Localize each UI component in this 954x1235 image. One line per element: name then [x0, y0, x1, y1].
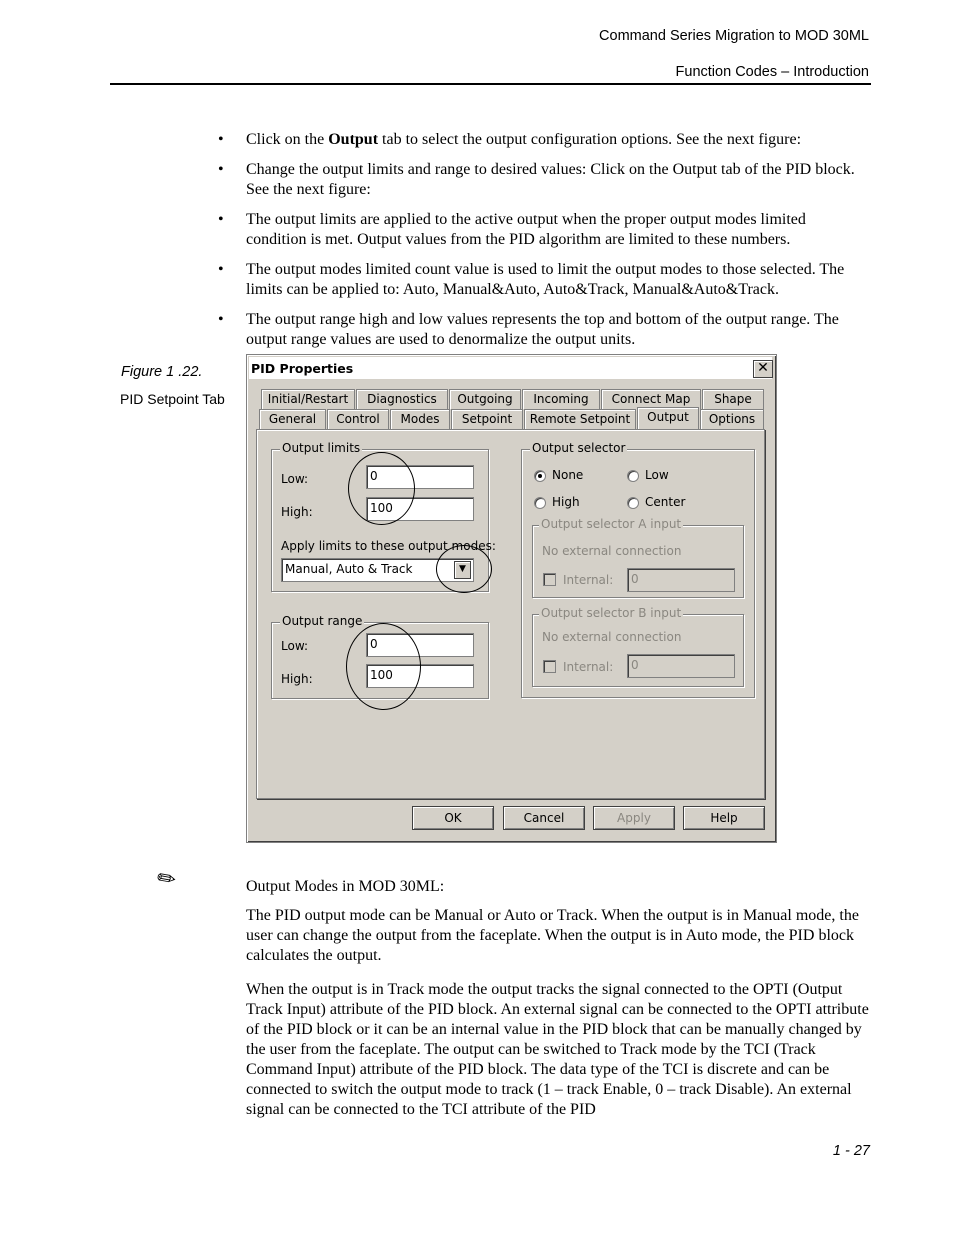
figure-caption: PID Setpoint Tab — [120, 391, 225, 407]
close-icon: ✕ — [757, 360, 769, 376]
tab-initial-restart[interactable]: Initial/Restart — [261, 389, 355, 409]
tab-incoming[interactable]: Incoming — [522, 389, 600, 409]
header-section: Function Codes – Introduction — [675, 64, 869, 80]
apply-limits-label: Apply limits to these output modes: — [281, 539, 496, 553]
note-paragraph: When the output is in Track mode the output tracks the signal connected to the OPTI (Output Track Input) attribute of the PID block. An external signal can be connected to the OPTI attribute of the PID block or it can be an internal value in the PID block that can be manually changed by the user from the faceplate. The output can be switched to Track mode by the TCI (Track Command Input) attribute of the PID block. The data type of the TCI is discrete and can be connected to switch the output mode to track (1 – track Enable, 0 – track Disable). An external signal can be connected to the TCI attribute of the PID — [246, 981, 869, 1118]
header-title: Command Series Migration to MOD 30ML — [599, 28, 869, 44]
radio-low-label: Low — [645, 468, 669, 482]
tab-modes[interactable]: Modes — [390, 409, 450, 429]
tab-connect-map[interactable]: Connect Map — [601, 389, 701, 409]
range-high-input[interactable]: 100 — [366, 664, 474, 688]
radio-center[interactable] — [627, 497, 639, 509]
dialog-titlebar — [249, 357, 772, 379]
range-low-label: Low: — [281, 639, 309, 653]
help-button[interactable]: Help — [683, 806, 765, 830]
bullet-item: • Click on the Output tab to select the output configuration options. See the next figure: — [218, 130, 868, 150]
bullet-list — [218, 130, 868, 360]
tab-setpoint[interactable]: Setpoint — [451, 409, 523, 429]
output-tab-panel — [256, 429, 765, 799]
tab-outgoing[interactable]: Outgoing — [449, 389, 521, 409]
limits-low-label: Low: — [281, 472, 309, 486]
radio-none-label: None — [552, 468, 584, 482]
limits-low-input[interactable]: 0 — [366, 465, 474, 489]
tab-diagnostics[interactable]: Diagnostics — [356, 389, 448, 409]
tab-control[interactable]: Control — [327, 409, 389, 429]
figure-label: Figure 1 .22. — [121, 364, 203, 380]
output-range-group — [271, 614, 489, 699]
range-low-input[interactable]: 0 — [366, 633, 474, 657]
limits-high-label: High: — [281, 505, 313, 519]
tab-options[interactable]: Options — [700, 409, 764, 429]
pencil-note-icon: ✎ — [152, 863, 182, 896]
radio-low[interactable] — [627, 470, 639, 482]
selector-a-group — [532, 517, 744, 598]
selector-a-internal-input[interactable]: 0 — [627, 568, 735, 592]
close-button[interactable] — [753, 360, 773, 378]
page-number: 1 - 27 — [832, 1143, 870, 1159]
selector-b-internal-label: Internal: — [563, 660, 614, 674]
output-selector-group — [521, 441, 755, 698]
radio-high[interactable] — [534, 497, 546, 509]
bullet-item: • The output modes limited count value is used to limit the output modes to those selected. The limits can be applied to: Auto, Manual&Auto, Auto&Track, Manual&Auto&Track. — [218, 260, 868, 300]
selector-b-group — [532, 606, 744, 687]
radio-none[interactable] — [534, 470, 546, 482]
selector-a-internal-label: Internal: — [563, 573, 614, 587]
selector-b-connection: No external connection — [542, 630, 682, 644]
tab-general[interactable]: General — [259, 409, 326, 429]
tab-output[interactable]: Output — [637, 407, 699, 429]
tab-shape[interactable]: Shape — [702, 389, 764, 409]
bullet-item: • Change the output limits and range to desired values: Click on the Output tab of the PID block. See the next figure: — [218, 160, 868, 200]
selector-a-internal-checkbox[interactable] — [543, 573, 556, 586]
note-paragraph: The PID output mode can be Manual or Auto or Track. When the output is in Manual mode, the user can change the output from the faceplate. When the output is in Auto mode, the PID block calculates the output. — [246, 907, 859, 964]
selector-b-internal-input[interactable]: 0 — [627, 654, 735, 678]
selector-b-internal-checkbox[interactable] — [543, 660, 556, 673]
output-limits-group — [271, 441, 496, 592]
dialog-title: PID Properties — [251, 361, 354, 376]
header-rule — [110, 83, 871, 85]
pid-properties-dialog — [246, 354, 777, 843]
apply-button[interactable]: Apply — [593, 806, 675, 830]
output-limits-title: Output limits — [282, 441, 361, 455]
ok-button[interactable]: OK — [412, 806, 494, 830]
note-heading: Output Modes in MOD 30ML: — [246, 878, 445, 895]
radio-high-label: High — [552, 495, 580, 509]
range-high-label: High: — [281, 672, 313, 686]
chevron-down-icon[interactable]: ▼ — [454, 561, 471, 579]
output-selector-title: Output selector — [532, 441, 626, 455]
output-range-title: Output range — [282, 614, 363, 628]
selector-a-connection: No external connection — [542, 544, 682, 558]
limits-high-input[interactable]: 100 — [366, 497, 474, 521]
bullet-item: • The output range high and low values represents the top and bottom of the output range. The output range values are used to denormalize the output units. — [218, 310, 868, 350]
tab-remote-setpoint[interactable]: Remote Setpoint — [524, 409, 636, 429]
bullet-item: • The output limits are applied to the active output when the proper output modes limited condition is met. Output values from the PID algorithm are limited to these numbers. — [218, 210, 868, 250]
cancel-button[interactable]: Cancel — [503, 806, 585, 830]
selector-a-title: Output selector A input — [541, 517, 682, 531]
radio-center-label: Center — [645, 495, 686, 509]
output-modes-value: Manual, Auto & Track — [285, 562, 413, 576]
output-modes-select[interactable] — [281, 558, 474, 582]
selector-b-title: Output selector B input — [541, 606, 682, 620]
